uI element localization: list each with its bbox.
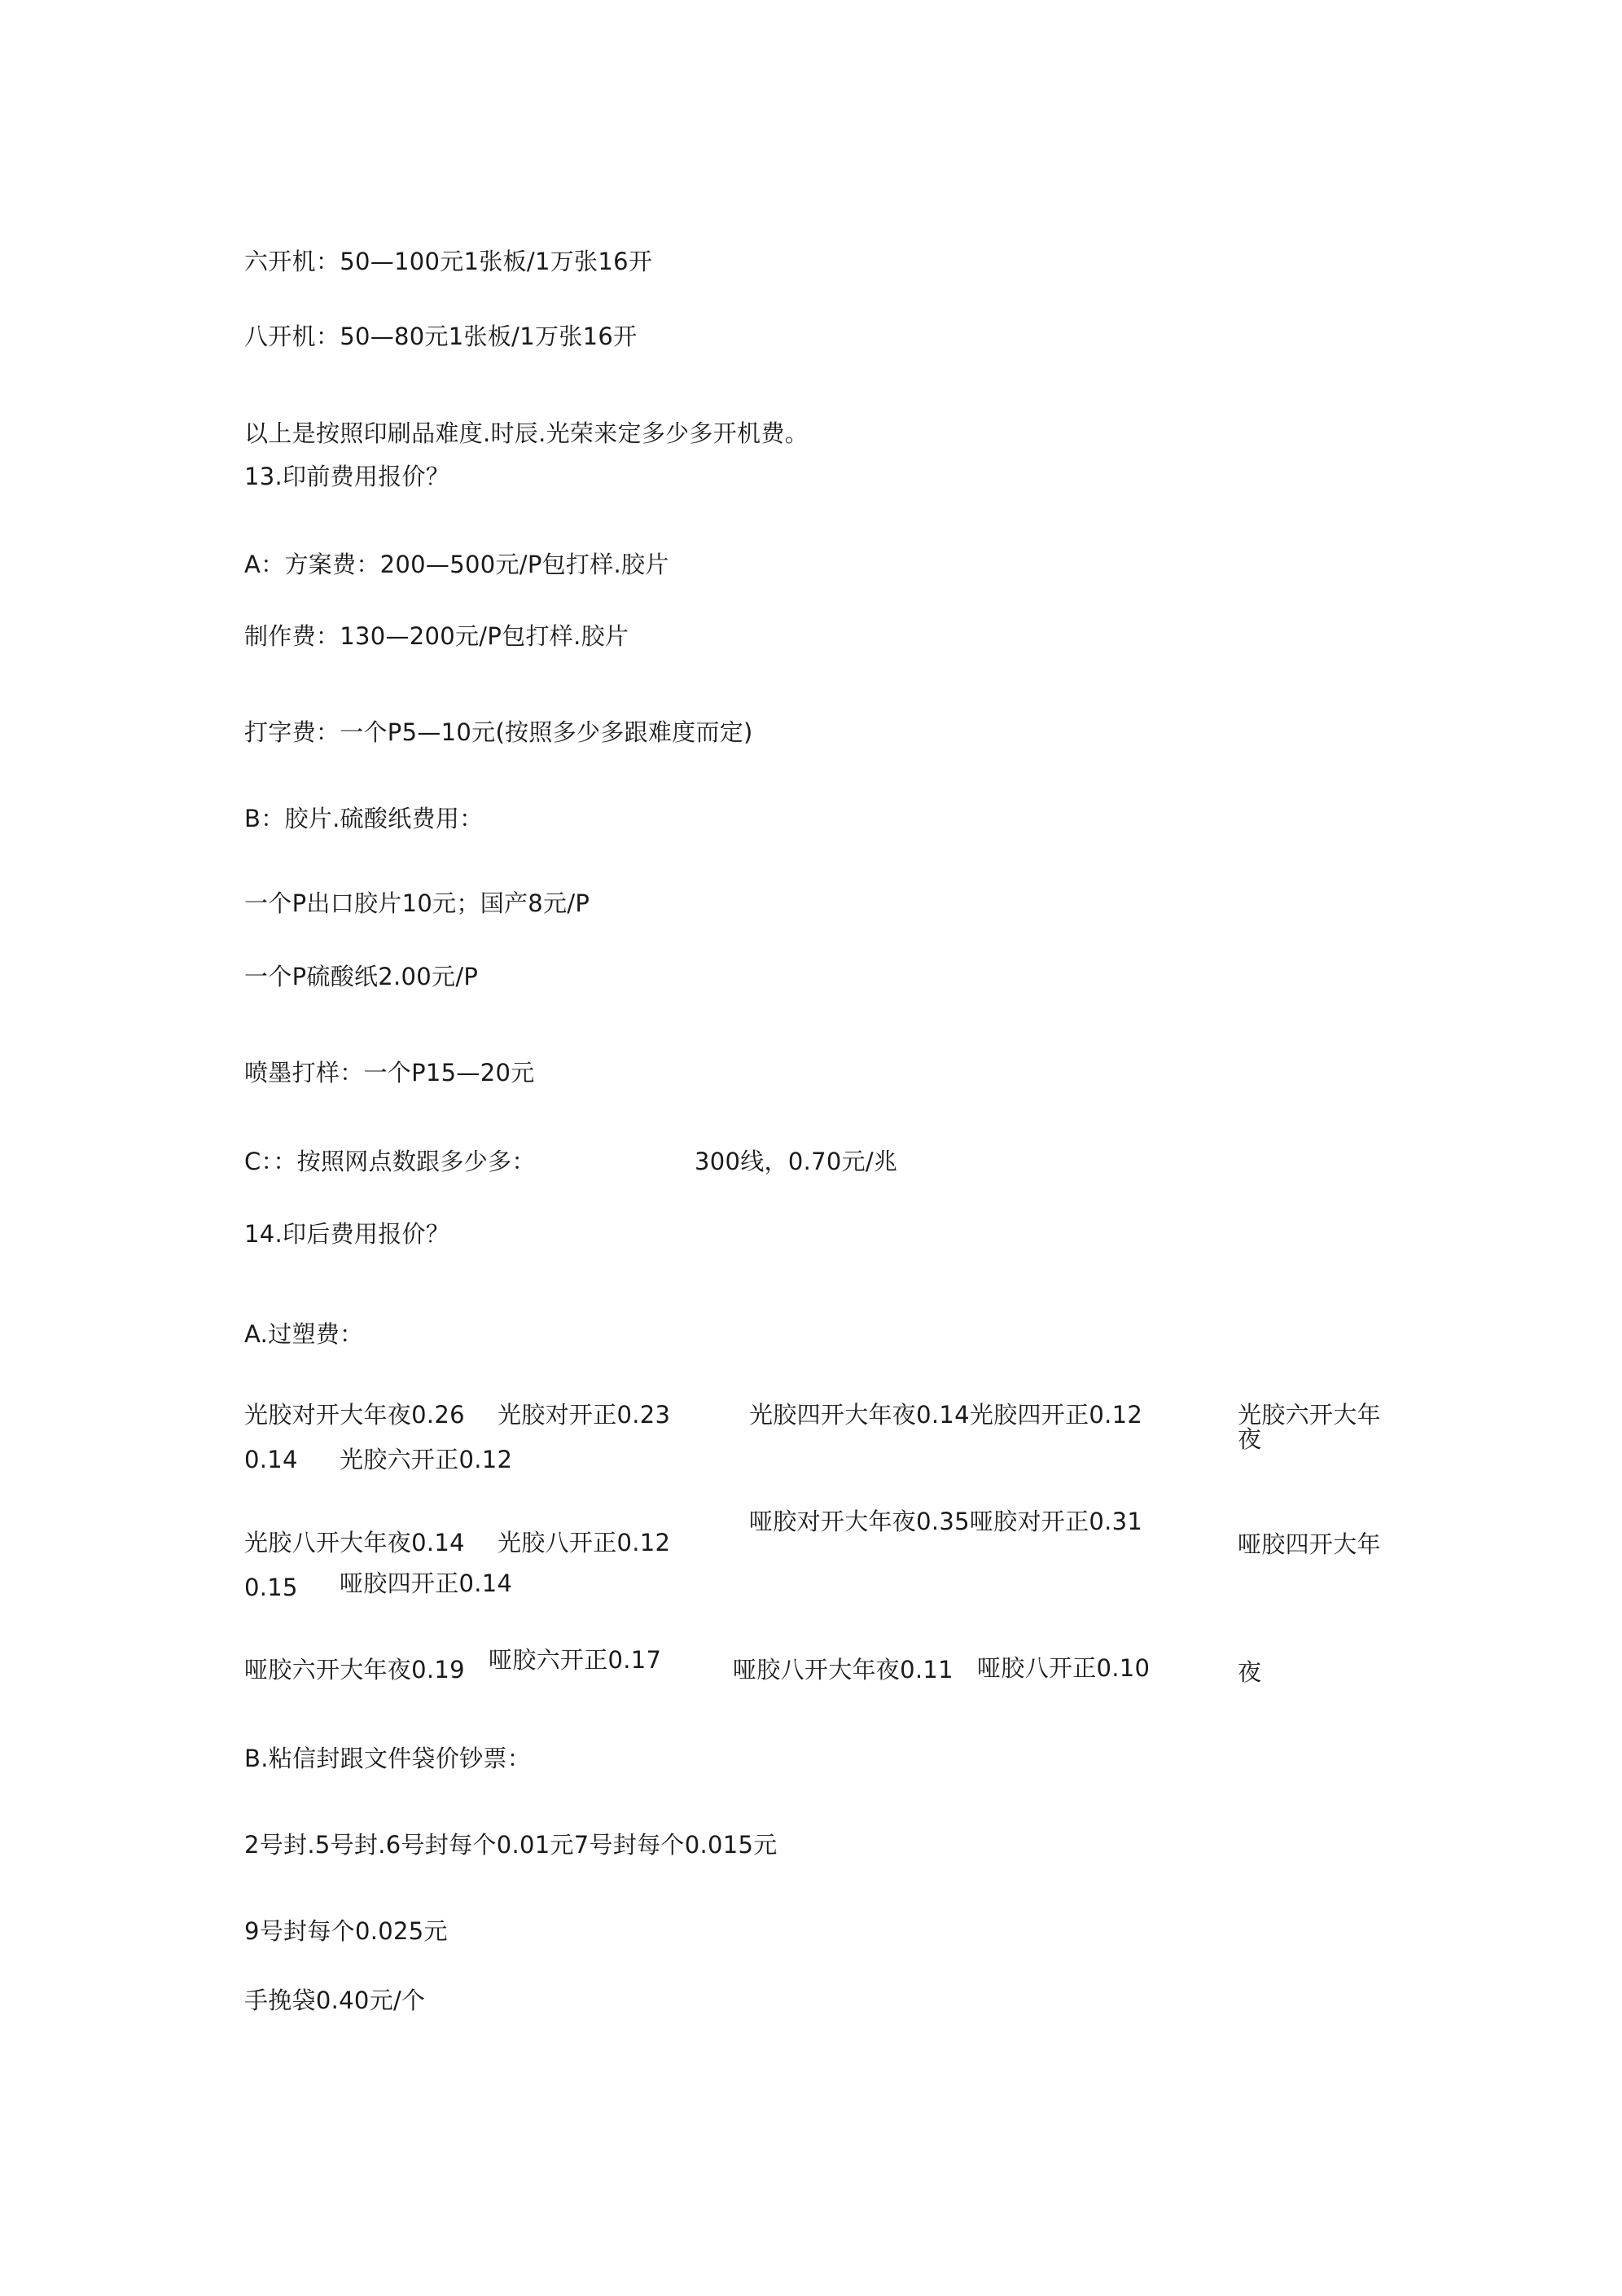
subheading-film-paper: B：胶片.硫酸纸费用： [244, 805, 484, 832]
lamination-matte-double: 哑胶对开大年夜0.35哑胶对开正0.31 [749, 1508, 1143, 1535]
section-heading-prepress: 13.印前费用报价？ [244, 463, 450, 490]
price-line-handbag: 手挽袋0.40元/个 [244, 1987, 426, 2014]
lamination-matte-sixth-large: 哑胶六开大年夜0.19 [244, 1656, 465, 1684]
lamination-gloss-sixth-large-part1: 光胶六开大年 [1238, 1401, 1381, 1429]
lamination-gloss-eighth-large: 光胶八开大年夜0.14 [244, 1529, 465, 1556]
lamination-gloss-double-regular: 光胶对开正0.23 [498, 1401, 671, 1429]
lamination-gloss-quarter: 光胶四开大年夜0.14光胶四开正0.12 [749, 1401, 1143, 1429]
price-line-sulfate-paper: 一个P硫酸纸2.00元/P [244, 963, 479, 990]
lamination-gloss-double-large: 光胶对开大年夜0.26 [244, 1401, 465, 1429]
lamination-matte-quarter-large: 哑胶四开大年 [1238, 1530, 1381, 1558]
note-line-press-fee: 以上是按照印刷品难度.时辰.光荣来定多少多开机费。 [244, 419, 809, 447]
lamination-gloss-sixth-regular: 光胶六开正0.12 [340, 1446, 513, 1473]
lamination-gloss-sixth-large-value: 0.14 [244, 1446, 298, 1473]
price-line-typing-fee: 打字费：一个P5—10元(按照多少多跟难度而定) [244, 718, 753, 746]
price-line-design-fee: A：方案费：200—500元/P包打样.胶片 [244, 551, 669, 578]
lamination-gloss-sixth-large-part2: 夜 [1238, 1425, 1262, 1453]
price-line-dot-count-value: 300线，0.70元/兆 [695, 1148, 898, 1175]
price-line-film: 一个P出口胶片10元；国产8元/P [244, 889, 590, 917]
price-line-envelope-no9: 9号封每个0.025元 [244, 1917, 448, 1945]
lamination-matte-sixth-regular: 哑胶六开正0.17 [489, 1646, 662, 1674]
lamination-matte-eighth-large: 哑胶八开大年夜0.11 [733, 1656, 953, 1684]
subheading-envelopes: B.粘信封跟文件袋价钞票： [244, 1745, 532, 1772]
lamination-gloss-eighth-regular: 光胶八开正0.12 [498, 1529, 671, 1556]
lamination-matte-quarter-large-part2: 夜 [1238, 1658, 1262, 1686]
lamination-matte-quarter-regular: 哑胶四开正0.14 [340, 1569, 513, 1597]
price-line-six-fold-press: 六开机：50—100元1张板/1万张16开 [244, 248, 653, 275]
lamination-matte-quarter-large-value: 0.15 [244, 1574, 298, 1601]
price-line-inkjet-proof: 喷墨打样：一个P15—20元 [244, 1059, 535, 1087]
price-line-dot-count-label: C：：按照网点数跟多少多： [244, 1148, 536, 1175]
price-line-envelopes-small: 2号封.5号封.6号封每个0.01元7号封每个0.015元 [244, 1831, 778, 1859]
section-heading-postpress: 14.印后费用报价？ [244, 1220, 450, 1248]
subheading-lamination: A.过塑费： [244, 1320, 364, 1348]
lamination-matte-eighth-regular: 哑胶八开正0.10 [977, 1654, 1151, 1682]
price-line-production-fee: 制作费：130—200元/P包打样.胶片 [244, 622, 629, 650]
price-line-eight-fold-press: 八开机：50—80元1张板/1万张16开 [244, 323, 638, 350]
